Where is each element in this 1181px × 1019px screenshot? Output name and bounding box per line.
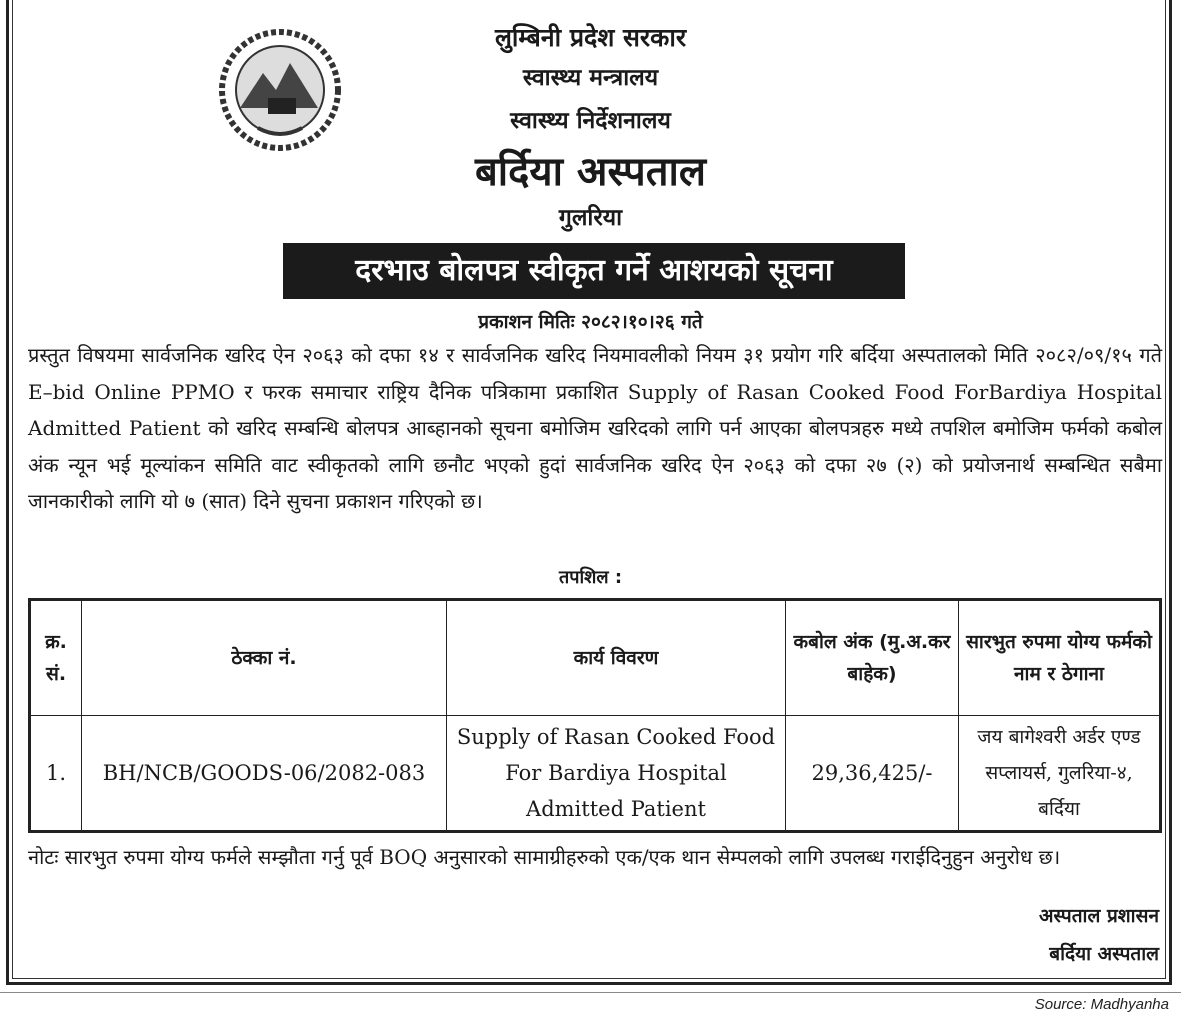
province-government: लुम्बिनी प्रदेश सरकार [494, 23, 687, 52]
details-table [28, 598, 1162, 833]
cell-firm: जय बागेश्वरी अर्डर एण्ड सप्लायर्स, गुलरिया-४, बर्दिया [959, 716, 1161, 832]
divider [0, 992, 1181, 993]
cell-bid-amount: 29,36,425/- [786, 716, 959, 832]
col-description: कार्य विवरण [447, 600, 786, 716]
note: नोटः सारभुत रुपमा योग्य फर्मले सम्झौता गर्नु पूर्व BOQ अनुसारको सामाग्रीहरुको एक/एक थान सेम्पलको लागि उपलब्ध गराईदिनुहुन अनुरोध छ। [28, 845, 1061, 869]
table-label: तपशिल : [558, 567, 623, 588]
cell-sn: 1. [30, 716, 82, 832]
col-contract-no: ठेक्का नं. [82, 600, 447, 716]
col-firm: सारभुत रुपमा योग्य फर्मको नाम र ठेगाना [959, 600, 1161, 716]
table-row [30, 716, 1161, 832]
directorate: स्वास्थ्य निर्देशनालय [510, 108, 671, 134]
signature-line1: अस्पताल प्रशासन [1039, 905, 1159, 927]
source-credit: Source: Madhyanha [1034, 996, 1169, 1013]
ministry: स्वास्थ्य मन्त्रालय [522, 65, 659, 91]
location: गुलरिया [558, 205, 623, 231]
col-sn: क्र. सं. [30, 600, 82, 716]
notice-title: दरभाउ बोलपत्र स्वीकृत गर्ने आशयको सूचना [283, 243, 905, 299]
hospital-name: बर्दिया अस्पताल [474, 149, 707, 195]
col-bid-amount: कबोल अंक (मु.अ.कर बाहेक) [786, 600, 959, 716]
table-header-row [30, 600, 1161, 716]
signature-line2: बर्दिया अस्पताल [1049, 943, 1159, 965]
cell-contract-no: BH/NCB/GOODS-06/2082-083 [82, 716, 447, 832]
publish-date: प्रकाशन मितिः २०८२।१०।२६ गते [478, 311, 703, 333]
cell-description: Supply of Rasan Cooked Food For Bardiya Hospital Admitted Patient [447, 716, 786, 832]
notice-body: प्रस्तुत विषयमा सार्वजनिक खरिद ऐन २०६३ को दफा १४ र सार्वजनिक खरिद नियमावलीको नियम ३१ प्रयोग गरि बर्दिया अस्पतालको मिति २०८२/०९/१५ गते E–bid Online PPMO र फरक समाचार राष्ट्रिय दैनिक पत्रिकामा प्रकाशित Supply of Rasan Cooked Food ForBardiya Hospital Admitted Patient को खरिद सम्बन्धि बोलपत्र आब्हानको सूचना बमोजिम खरिदको लागि पर्न आएका बोलपत्रहरु मध्ये तपशिल बमोजिम फर्मको कबोल अंक न्यून भई मूल्यांकन समिति वाट स्वीकृतको लागि छनौट भएको हुदां सार्वजनिक खरिद ऐन २०६३ को दफा २७ (२) को प्रयोजनार्थ सम्बन्धित सबैमा जानकारीको लागि यो ७ (सात) दिने सुचना प्रकाशन गरिएको छ। [28, 343, 1162, 513]
